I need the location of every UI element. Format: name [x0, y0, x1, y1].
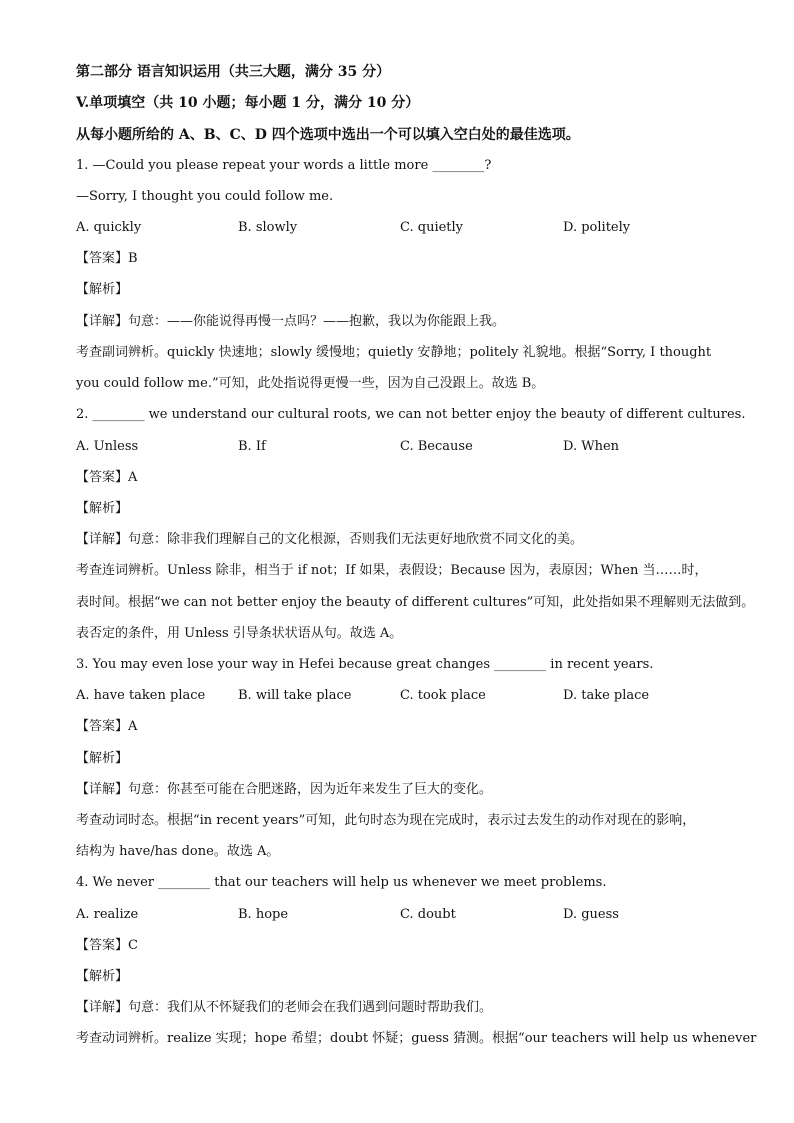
question-1-option-c: C. quietly [400, 220, 464, 235]
question-1-answer: 【答案】B [76, 251, 138, 266]
question-4-stem: 4. We never ________ that our teachers will help us whenever we meet problems. [76, 875, 607, 890]
question-3-option-a: A. have taken place [76, 688, 206, 703]
question-1-option-d: D. politely [563, 220, 631, 235]
question-2-answer: 【答案】A [76, 470, 138, 485]
question-1-detail: 【详解】句意：——你能说得再慢一点吗？——抱歉，我以为你能跟上我。 [76, 314, 506, 329]
question-1-explanation-line: you could follow me.”可知，此处指说得更慢一些，因为自己没跟上。故选 B。 [76, 376, 545, 391]
question-1-explanation-line: 考查副词辨析。quickly 快速地；slowly 缓慢地；quietly 安静地；politely 礼貌地。根据“Sorry, I thought [76, 345, 712, 360]
question-3-analysis-label: 【解析】 [76, 751, 129, 766]
question-2-analysis-label: 【解析】 [76, 501, 129, 516]
question-4-option-b: B. hope [238, 907, 289, 922]
question-3-stem: 3. You may even lose your way in Hefei because great changes ________ in recent years. [76, 657, 654, 672]
question-3-explanation-line: 考查动词时态。根据“in recent years”可知，此句时态为现在完成时，表示过去发生的动作对现在的影响， [76, 813, 696, 828]
question-1-stem: 1. —Could you please repeat your words a little more ________? [76, 158, 492, 173]
question-2-explanation-line: 表否定的条件，用 Unless 引导条状状语从句。故选 A。 [76, 626, 403, 641]
part-title: 第二部分 语言知识运用（共三大题，满分 35 分） [76, 64, 391, 80]
question-1-option-a: A. quickly [76, 220, 142, 235]
question-4-analysis-label: 【解析】 [76, 969, 129, 984]
question-2-stem: 2. ________ we understand our cultural roots, we can not better enjoy the beauty of different cultures. [76, 407, 746, 422]
instruction: 从每小题所给的 A、B、C、D 四个选项中选出一个可以填入空白处的最佳选项。 [76, 127, 580, 143]
question-4-answer: 【答案】C [76, 938, 138, 953]
question-4-option-d: D. guess [563, 907, 619, 922]
question-1-analysis-label: 【解析】 [76, 282, 129, 297]
question-2-detail: 【详解】句意：除非我们理解自己的文化根源，否则我们无法更好地欣赏不同文化的美。 [76, 532, 584, 547]
question-2-option-a: A. Unless [76, 439, 139, 454]
section-title: V.单项填空（共 10 小题；每小题 1 分，满分 10 分） [76, 95, 420, 111]
question-3-detail: 【详解】句意：你甚至可能在合肥迷路，因为近年来发生了巨大的变化。 [76, 782, 493, 797]
question-3-option-c: C. took place [400, 688, 486, 703]
question-2-option-d: D. When [563, 439, 620, 454]
question-3-option-d: D. take place [563, 688, 650, 703]
question-4-explanation-line: 考查动词辨析。realize 实现；hope 希望；doubt 怀疑；guess 猜测。根据“our teachers will help us whenever [76, 1031, 757, 1046]
question-2-option-c: C. Because [400, 439, 473, 454]
question-3-option-b: B. will take place [238, 688, 352, 703]
question-3-answer: 【答案】A [76, 719, 138, 734]
question-2-explanation-line: 表时间。根据“we can not better enjoy the beauty of different cultures”可知，此处指如果不理解则无法做到。 [76, 595, 755, 610]
question-2-option-b: B. If [238, 439, 266, 454]
question-2-explanation-line: 考查连词辨析。Unless 除非，相当于 if not；If 如果，表假设；Because 因为，表原因；When 当……时， [76, 563, 708, 578]
question-1-stem-reply: —Sorry, I thought you could follow me. [76, 189, 334, 204]
question-3-explanation-line: 结构为 have/has done。故选 A。 [76, 844, 280, 859]
question-4-detail: 【详解】句意：我们从不怀疑我们的老师会在我们遇到问题时帮助我们。 [76, 1000, 493, 1015]
question-4-option-c: C. doubt [400, 907, 456, 922]
question-1-option-b: B. slowly [238, 220, 298, 235]
question-4-option-a: A. realize [76, 907, 139, 922]
